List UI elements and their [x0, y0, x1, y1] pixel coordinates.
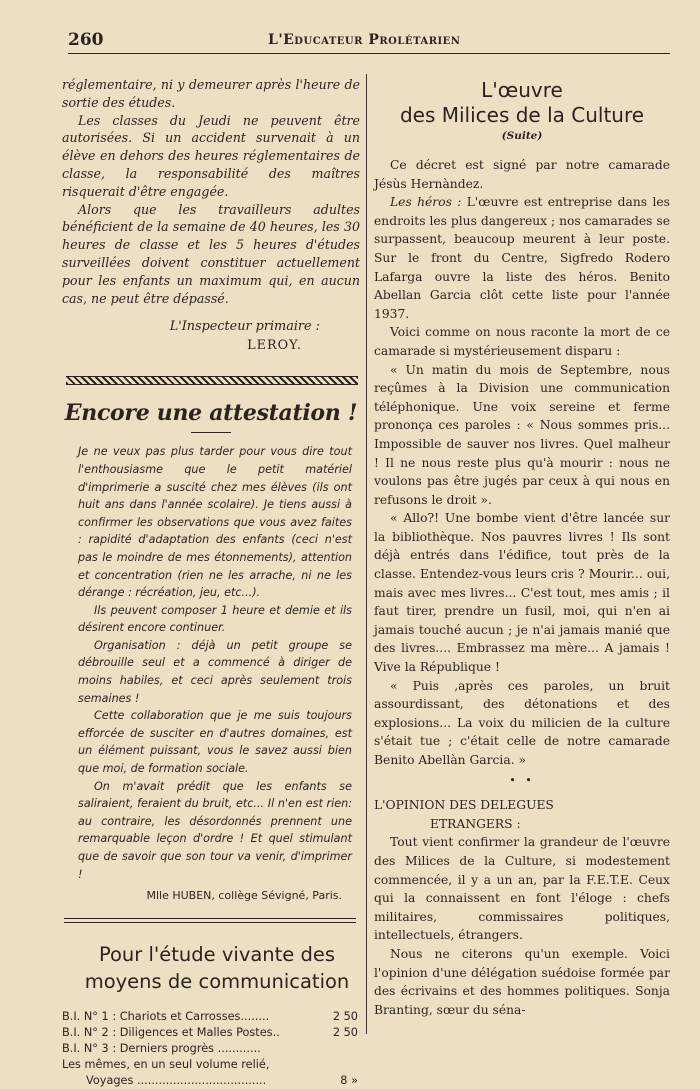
paragraph: Alors que les travailleurs adultes bénéficient de la semaine de 40 heures, les 30 heures de classe et les 5 heures d'études surveillées doivent constituer actuellement pour les enfants un maximum qui, en aucun cas, ne peut être dépassé. — [62, 201, 360, 306]
paragraph: On m'avait prédit que les enfants se saliraient, feraient du bruit, etc... Il n'en est rien: au contraire, les désordonnés prennent une remarquable leçon d'ordre ! Et quel stimulant que de savoir que son tour va venir, d'imprimer ! — [78, 779, 352, 881]
list-item — [62, 1041, 358, 1057]
column-divider — [366, 74, 367, 1034]
paragraph: Cette collaboration que je me suis toujours efforcée de susciter en d'autres domaines, est un élément puissant, vous le savez aussi bien que moi, de formation sociale. — [78, 709, 352, 776]
signature-name: LEROY. — [247, 338, 302, 354]
header-rule — [68, 53, 670, 54]
article-title — [374, 78, 670, 128]
bi-combined-line: Les mêmes, en un seul volume relié, — [62, 1058, 270, 1072]
bi-price: 2 50 — [332, 1010, 358, 1024]
paragraph-lead: Les héros : — [390, 195, 462, 210]
left-column — [62, 76, 360, 1089]
paragraph: « Puis ,après ces paroles, un bruit assourdissant, des détonations et des explosions... La voix du milicien de la culture s'était tue ; c'était celle de notre camarade Benito Abellàn Garcia. » — [374, 678, 670, 767]
short-rule — [191, 432, 231, 433]
paragraph: Les classes du Jeudi ne peuvent être autorisées. Si un accident survenait à un élève en dehors des heures réglementaires de classe, la responsabilité des maîtres risquerait d'être engagée. — [62, 112, 360, 199]
section-heading — [374, 796, 670, 833]
article-title-line: L'œuvre — [481, 78, 563, 102]
paragraph: Ils peuvent composer 1 heure et demie et ils désirent encore continuer. — [78, 603, 352, 635]
signature-title: L'Inspecteur primaire : — [169, 319, 320, 335]
paragraph: Nous ne citerons qu'un exemple. Voici l'opinion d'une délégation suédoise formée par des écrivains et des hommes politiques. Sonja Branting, sœur du séna- — [374, 946, 670, 1017]
double-rule — [64, 918, 356, 923]
attestation-heading: Encore une attestation ! — [64, 400, 358, 427]
bi-label: Voyages .................................... — [86, 1074, 267, 1088]
etude-heading-line: moyens de communication — [84, 970, 350, 994]
attestation-text — [62, 443, 360, 883]
page-number: 260 — [68, 30, 104, 50]
inspector-text — [62, 76, 360, 307]
section-dots: • • — [509, 773, 535, 787]
paragraph: Je ne veux pas plus tarder pour vous dire tout l'enthousiasme que le petit matériel d'imprimerie a suscité chez mes élèves (ils ont huit ans dans l'année scolaire). Je tiens aussi à confirmer les observations que vous avez faites : rapidité d'adaptation des enfants (ceci n'est pas le moindre de mes étonnements), attention et concentration (rien ne les arrache, ni ne les dérange : récréation, jeu, etc...). — [78, 445, 352, 600]
section-heading-line: ETRANGERS : — [430, 816, 521, 831]
etude-heading — [62, 941, 372, 995]
journal-title: L'Educateur Prolétarien — [268, 32, 461, 48]
bi-label: B.I. N° 2 : Diligences et Malles Postes.. — [62, 1026, 280, 1040]
bi-price: 8 » — [340, 1074, 358, 1088]
paragraph-text: L'œuvre est entreprise dans les endroits les plus dangereux ; nos camarades se surpassent, beaucoup meurent à leur poste. Sur le front du Centre, Sigfredo Rodero Lafarga ouvre la liste des héros. Benito Abellan Garcia clôt cette liste pour l'année 1937. — [374, 195, 670, 321]
paragraph: Organisation : déjà un petit groupe se débrouille seul et a commencé à diriger de moins habiles, et ceci après seulement trois semaines ! — [78, 638, 352, 705]
bi-list — [62, 1009, 358, 1089]
attestation-signature: Mlle HUBEN, collège Sévigné, Paris. — [146, 889, 342, 903]
etude-heading-line: Pour l'étude vivante des — [98, 943, 336, 967]
right-column — [374, 78, 670, 1019]
bi-label: B.I. N° 1 : Chariots et Carrosses........ — [62, 1010, 270, 1024]
paragraph: Voici comme on nous raconte la mort de ce camarade si mystérieusement disparu : — [374, 325, 670, 358]
paragraph: Ce décret est signé par notre camarade Jésùs Hernàndez. — [374, 158, 670, 191]
list-item — [62, 1073, 358, 1089]
suite-label: (Suite) — [501, 130, 543, 142]
paragraph: Tout vient confirmer la grandeur de l'œuvre des Milices de la Culture, si modestement commencée, il y a un an, par la F.E.T.E. Ceux qui la connaissent en font l'éloge : chefs militaires, commissaires politiques, intellectuels, étrangers. — [374, 835, 670, 943]
list-item — [62, 1009, 358, 1025]
ornamental-divider — [66, 376, 358, 385]
article-body — [374, 156, 670, 1019]
list-item — [62, 1025, 358, 1041]
page-header — [68, 28, 670, 52]
bi-label: B.I. N° 3 : Derniers progrès ............ — [62, 1042, 261, 1056]
bi-price: 2 50 — [332, 1026, 358, 1040]
paragraph: « Allo?! Une bombe vient d'être lancée sur la bibliothèque. Nos pauvres livres ! Ils sont déjà entrés dans l'édifice, tout près de la classe. Entendez-vous leurs cris ? Mourir... oui, mais avec mes livres... C'est tout, mes amis ; il faut tirer, prendre un fusil, moi, qui n'en ai jamais touché aucun ; je n'ai jamais manié que des livres.... Embrassez ma mère... A jamais ! Vive la République ! — [374, 511, 670, 675]
paragraph: réglementaire, ni y demeurer après l'heure de sortie des études. — [62, 77, 360, 110]
section-heading-line: L'OPINION DES DELEGUES — [374, 798, 554, 813]
article-title-line: des Milices de la Culture — [399, 103, 645, 127]
paragraph: « Un matin du mois de Septembre, nous reçûmes à la Division une communication téléphonique. Une voix sereine et ferme prononça ces paroles : « Nous sommes pris... Impossible de sauver nos livres. Quel malheur ! Il ne nous reste plus qu'à mourir : nous ne voulons pas être jugés par ceux à qui nous en refusons le droit ». — [374, 362, 670, 507]
paragraph — [374, 193, 670, 323]
